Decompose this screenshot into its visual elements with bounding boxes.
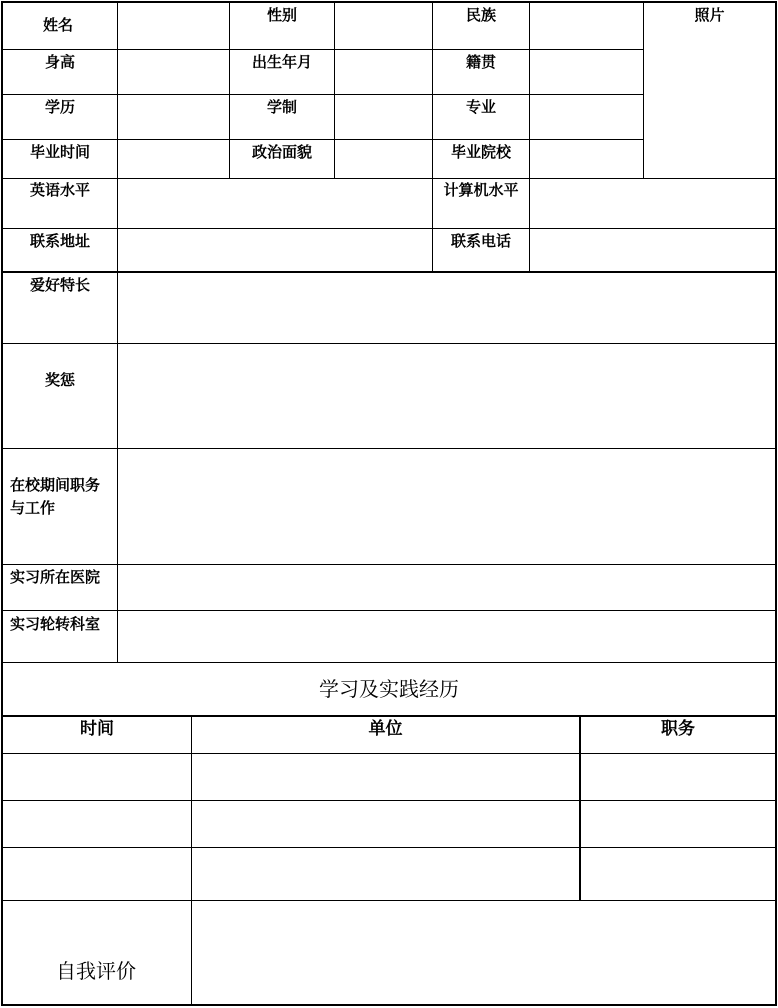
- grad-time-field[interactable]: [118, 140, 229, 178]
- education-field[interactable]: [118, 95, 229, 139]
- label-self-evaluation: 自我评价: [56, 959, 136, 983]
- label-grad-time: 毕业时间: [29, 143, 90, 161]
- rule: [2, 715, 776, 717]
- experience-title: 学习及实践经历: [319, 677, 459, 701]
- table-row: [3, 801, 775, 847]
- border-right: [775, 1, 777, 1006]
- study-length-field[interactable]: [335, 95, 432, 139]
- rotation-department-field[interactable]: [118, 611, 775, 662]
- table-row: [3, 848, 775, 900]
- phone-field[interactable]: [530, 229, 775, 271]
- ethnicity-field[interactable]: [530, 3, 643, 49]
- experience-position-cell[interactable]: [581, 801, 775, 847]
- label-school-roles-line2: 与工作: [10, 499, 56, 517]
- birth-field[interactable]: [335, 50, 432, 94]
- english-level-field[interactable]: [118, 179, 432, 228]
- major-field[interactable]: [530, 95, 643, 139]
- gender-field[interactable]: [335, 3, 432, 49]
- computer-level-field[interactable]: [530, 179, 775, 228]
- label-school-roles-line1: 在校期间职务: [10, 476, 101, 494]
- native-place-field[interactable]: [530, 50, 643, 94]
- name-field[interactable]: [118, 3, 229, 49]
- hobbies-field[interactable]: [118, 273, 775, 343]
- experience-unit-cell[interactable]: [192, 754, 579, 800]
- internship-hospital-field[interactable]: [118, 565, 775, 610]
- grad-school-field[interactable]: [530, 140, 643, 178]
- label-hobbies: 爱好特长: [29, 276, 90, 294]
- experience-position-cell[interactable]: [581, 848, 775, 900]
- political-status-field[interactable]: [335, 140, 432, 178]
- label-political-status: 政治面貌: [251, 143, 312, 161]
- photo-field[interactable]: [644, 30, 775, 178]
- experience-unit-cell[interactable]: [192, 801, 579, 847]
- experience-time-cell[interactable]: [3, 801, 191, 847]
- experience-time-cell[interactable]: [3, 754, 191, 800]
- column-header-time: 时间: [80, 719, 114, 739]
- label-awards: 奖惩: [44, 371, 75, 389]
- table-row: [3, 754, 775, 800]
- label-ethnicity: 民族: [465, 6, 496, 24]
- label-native-place: 籍贯: [465, 53, 496, 71]
- label-study-length: 学制: [266, 98, 297, 116]
- awards-field[interactable]: [118, 344, 775, 448]
- label-photo: 照片: [694, 6, 725, 24]
- label-computer-level: 计算机水平: [443, 181, 519, 199]
- label-grad-school: 毕业院校: [450, 143, 511, 161]
- label-rotation-department: 实习轮转科室: [10, 615, 101, 633]
- address-field[interactable]: [118, 229, 432, 271]
- experience-position-cell[interactable]: [581, 754, 775, 800]
- label-height: 身高: [44, 53, 75, 71]
- label-phone: 联系电话: [450, 232, 511, 250]
- column-header-position: 职务: [661, 719, 695, 739]
- label-major: 专业: [465, 98, 496, 116]
- school-roles-field[interactable]: [118, 449, 775, 564]
- label-english-level: 英语水平: [29, 181, 90, 199]
- experience-unit-cell[interactable]: [192, 848, 579, 900]
- column-header-unit: 单位: [368, 719, 403, 739]
- label-gender: 性别: [266, 6, 297, 24]
- height-field[interactable]: [118, 50, 229, 94]
- label-school-roles: [10, 474, 100, 520]
- border-bottom: [1, 1004, 777, 1006]
- rule: [2, 662, 776, 663]
- label-birth: 出生年月: [251, 53, 312, 71]
- label-education: 学历: [44, 98, 75, 116]
- experience-time-cell[interactable]: [3, 848, 191, 900]
- self-evaluation-field[interactable]: [192, 901, 775, 1004]
- label-name: 姓名: [43, 16, 74, 34]
- label-internship-hospital: 实习所在医院: [10, 568, 101, 586]
- label-address: 联系地址: [29, 232, 90, 250]
